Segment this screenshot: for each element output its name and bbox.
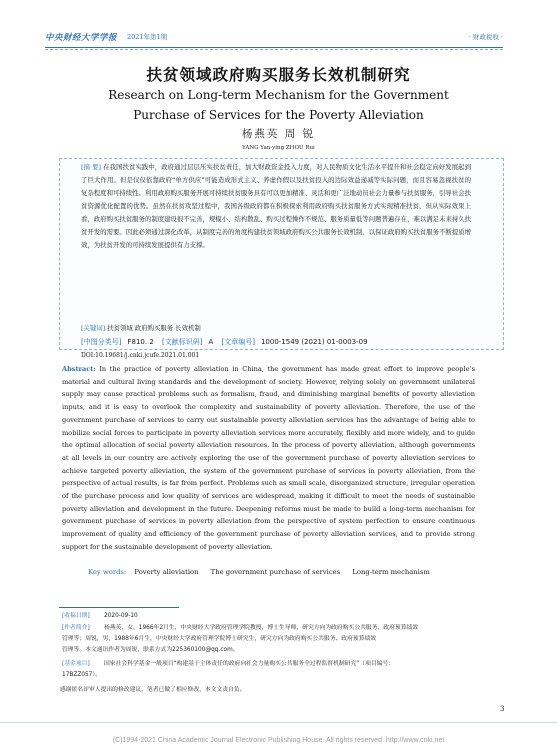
footnote-thanks: 感谢匿名评审人提出的修改建议，笔者已做了相应修改，本文文责自负。 [60, 687, 246, 693]
clc-label: [中图分类号] [81, 338, 122, 346]
doc-code-value: A [208, 338, 214, 346]
title-english-line1: Research on Long-term Mechanism for the Government [108, 88, 449, 102]
fund-label: [基金项目] [62, 661, 90, 667]
authors-english: YANG Yan-ying ZHOU Rui [242, 145, 315, 151]
article-no-label: [文章编号] [221, 338, 255, 346]
bottom-rule [0, 722, 557, 723]
title-chinese: 扶贫领域政府购买服务长效机制研究 [146, 66, 411, 84]
classification-line [81, 337, 501, 347]
section-name: · 财政税收 · [468, 33, 503, 41]
issue-number: 2021年第1期 [127, 33, 168, 41]
abstract-english [62, 363, 475, 554]
keyword-en-item: Poverty alleviation [134, 568, 199, 576]
keywords-english [88, 568, 498, 576]
author-line3: 管理等。本文通讯作者为周锐，联系方式为225360100@qq.com。 [62, 647, 239, 653]
journal-name: 中央财经大学学报 [45, 33, 118, 43]
abstract-chinese [81, 161, 471, 252]
abstract-en-text: In the practice of poverty alleviation in China, the government has made great effort to improve people’s material and cultural living standards and the development of society. However, relying solely on government unilateral supply may cause practical problems such as formalism, fraud, and diminishing marginal benefits of poverty alleviation inputs, and it is easy to overlook the complexity and sustainability of poverty alleviation. Therefore, the use of the government purchase of services to carry out sustainable poverty alleviation services has the advantage of being able to mobilize social forces to participate in poverty alleviation services more accurately, flexibly and more widely, and to guide the optimal allocation of social poverty alleviation resources. In the process of poverty alleviation, although governments at all levels in our country are actively exploring the use of the government purchase of poverty alleviation services to achieve targeted poverty alleviation, the system of the government purchase of services in poverty alleviation, from the perspective of actual results, is far from perfect. Problems such as small scale, disorganized structure, irregular operation of the purchase process and low quality of services are widespread, making it difficult to meet the needs of sustainable poverty alleviation and development in the future. Deepening reforms must be made to build a long-term mechanism for government purchase of services in poverty alleviation from the perspective of system perfection to ensure continuous improvement of quality and efficiency of the government purchase of poverty alleviation services, and to provide strong support for the sustainable development of poverty alleviation. [62, 365, 475, 551]
keywords-en-label: Key words: [88, 568, 127, 576]
abstract-cn-text: 在我国扶贫实践中，政府通过层层压实扶贫责任，加大财政资金投入力度，对人民物质文化生活水平提升和社会稳定向好发展起到了巨大作用。但是仅仅依靠政府“单方供应”可能造成形式主义、养虚作假以及扶贫投入的边际效益递减等实际问题，而且容易忽视扶贫的复杂程度和可持续性。利用政府购买服务开展可持续扶贫服务具有可以更加精准、灵活和更广泛地动员社会力量参与扶贫服务，引导社会扶贫资源优化配置的优势。虽然在扶贫攻坚过程中，我国各级政府都在积极探索利用政府购买扶贫服务方式实现精准扶贫，但从实际效果上看，政府购买扶贫服务的制度建设很不完善，规模小、结构散乱、购买过程操作不规范、服务质量低等问题普遍存在，难以满足未来持久扶贫开发的需要。因此必须通过深化改革，从制度完善的角度构建扶贫领域政府购买公共服务长效机制，以保证政府购买扶贫服务不断提质增效，为扶贫开发的可持续发展提供有力支撑。 [81, 163, 471, 249]
footnote-fund [62, 659, 502, 681]
author-line2: 管理等；周锐，男，1988年6月生，中央财经大学政府管理学院博士研究生，研究方向为政府购买公共服务、政府预算绩效 [62, 636, 377, 642]
author-label: [作者简介] [62, 625, 90, 631]
abstract-cn-label: [摘 要] [81, 163, 102, 171]
header-dashed-rule [45, 49, 503, 50]
authors-chinese: 杨燕英 周 锐 [241, 128, 316, 140]
copyright-line: (C)1994-2021 China Academic Journal Electronic Publishing House. All rights reserved. http://www.cnki.net [112, 737, 445, 744]
footnote-rule [59, 607, 179, 608]
header-rule [45, 47, 503, 48]
title-english-line2: Purchase of Services for the Poverty Alleviation [133, 108, 424, 122]
abstract-en-label: Abstract: [62, 365, 96, 373]
keywords-chinese [81, 323, 471, 332]
keyword-en-item: The government purchase of services [210, 568, 341, 576]
keywords-cn-label: [关键词] [81, 324, 106, 332]
keyword-en-item: Long-term mechanism [352, 568, 430, 576]
doc-code-label: [文献标识码] [162, 338, 203, 346]
page-number: 3 [500, 705, 505, 713]
fund-line1: 国家社会科学基金一般项目“构建基于主体责任的政府向社会力量购买公共服务全过程监督机制研究”（项目编号： [104, 661, 395, 667]
footnote-author [62, 623, 502, 656]
running-header [45, 31, 503, 45]
fund-line2: 17BZZ057）。 [62, 672, 102, 678]
clc-value: F810. 2 [127, 338, 154, 346]
keywords-cn-text: 扶贫领域 政府购买服务 长效机制 [107, 324, 201, 332]
received-date: 2020-09-10 [104, 613, 138, 619]
article-no-value: 1000-1549 (2021) 01-0003-09 [260, 338, 368, 346]
author-line1: 杨燕英，女，1966年2月生，中央财经大学政府管理学院教授，博士生导师，研究方向为政府购买公共服务、政府预算绩效 [104, 625, 419, 631]
footnote-received [62, 611, 502, 622]
received-label: [收稿日期] [62, 613, 90, 619]
doi: DOI:10.19681/j.cnki.jcufe.2021.01.001 [81, 352, 200, 359]
